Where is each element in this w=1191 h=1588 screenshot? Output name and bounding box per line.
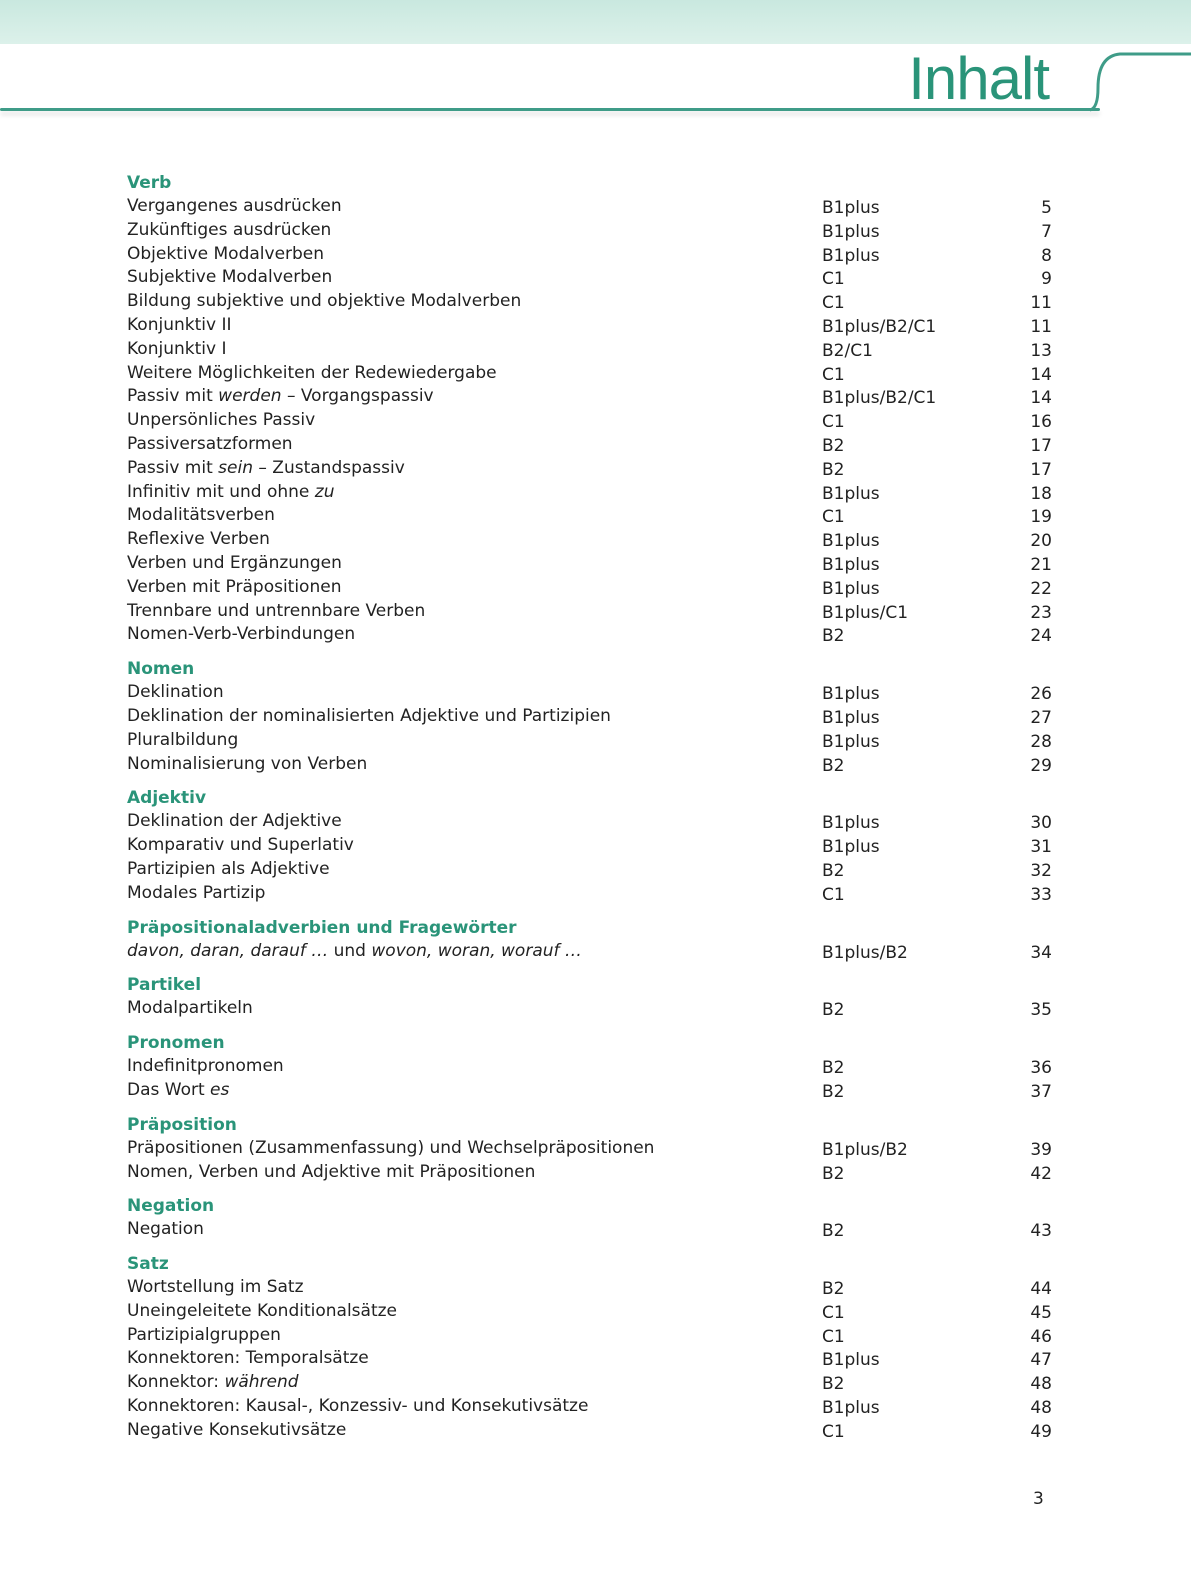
entry-title bbox=[127, 681, 822, 705]
entry-title-segment: Nomen, Verben und Adjektive mit Präpositionen bbox=[127, 1161, 536, 1182]
entry-page: 21 bbox=[1030, 554, 1052, 575]
entry-page: 28 bbox=[1030, 731, 1052, 752]
entry-title bbox=[127, 552, 822, 576]
entry-title bbox=[127, 433, 822, 457]
entry-title-segment: während bbox=[224, 1372, 299, 1393]
entry-title-segment: Negation bbox=[127, 1219, 204, 1240]
entry-page: 5 bbox=[1041, 198, 1052, 218]
entry-title bbox=[127, 1371, 822, 1395]
entry-title-segment: Modalpartikeln bbox=[127, 998, 253, 1019]
entry-level: C1 bbox=[822, 269, 845, 290]
entry-level: B1plus/B2/C1 bbox=[822, 316, 937, 337]
entry-title bbox=[127, 504, 822, 528]
toc-entry bbox=[127, 219, 1052, 243]
section-heading: Nomen bbox=[127, 659, 195, 680]
entry-title-segment: Objektive Modalverben bbox=[127, 243, 325, 264]
entry-title bbox=[127, 1055, 822, 1079]
entry-title-segment: wovon, woran, worauf … bbox=[371, 940, 582, 961]
section-heading: Satz bbox=[127, 1254, 169, 1275]
entry-level: C1 bbox=[822, 507, 845, 528]
entry-title bbox=[127, 858, 822, 882]
entry-level: B1plus bbox=[822, 483, 880, 504]
entry-level: C1 bbox=[822, 884, 845, 905]
entry-level: B1plus bbox=[822, 731, 880, 752]
entry-title-segment: und bbox=[328, 940, 372, 961]
entry-title bbox=[127, 997, 822, 1021]
entry-title bbox=[127, 1079, 822, 1103]
entry-title-segment: Nominalisierung von Verben bbox=[127, 753, 368, 774]
toc-entry bbox=[127, 858, 1052, 882]
toc-entry bbox=[127, 481, 1052, 505]
toc-entry bbox=[127, 409, 1052, 433]
entry-title-segment: Das Wort bbox=[127, 1079, 211, 1100]
entry-page: 49 bbox=[1030, 1421, 1052, 1442]
entry-level: B1plus bbox=[822, 554, 880, 575]
entry-title-segment: Passiv mit bbox=[127, 386, 219, 407]
entry-title-segment: – Zustandspassiv bbox=[253, 457, 405, 478]
toc-entry bbox=[127, 1347, 1052, 1371]
entry-title bbox=[127, 1347, 822, 1371]
toc-entry bbox=[127, 1371, 1052, 1395]
entry-level: B1plus bbox=[822, 707, 880, 728]
entry-page: 33 bbox=[1030, 884, 1052, 905]
entry-page: 48 bbox=[1030, 1398, 1052, 1419]
entry-level: B2 bbox=[822, 1374, 845, 1395]
entry-page: 13 bbox=[1030, 340, 1052, 361]
entry-title-segment: Nomen-Verb-Verbindungen bbox=[127, 624, 356, 645]
toc-section bbox=[127, 916, 1052, 964]
entry-page: 17 bbox=[1030, 435, 1052, 456]
entry-page: 16 bbox=[1030, 412, 1052, 433]
header-curve-decoration bbox=[1080, 48, 1191, 114]
toc-entry bbox=[127, 338, 1052, 362]
toc-entry bbox=[127, 1276, 1052, 1300]
entry-title-segment: Vergangenes ausdrücken bbox=[127, 196, 342, 216]
toc-entry bbox=[127, 1300, 1052, 1324]
entry-page: 19 bbox=[1030, 507, 1052, 528]
entry-page: 14 bbox=[1030, 388, 1052, 409]
toc-entry bbox=[127, 362, 1052, 386]
entry-title-segment: Subjektive Modalverben bbox=[127, 267, 333, 288]
entry-title bbox=[127, 528, 822, 552]
entry-page: 48 bbox=[1030, 1374, 1052, 1395]
entry-level: C1 bbox=[822, 293, 845, 314]
entry-title-segment: Modales Partizip bbox=[127, 882, 266, 903]
section-heading: Pronomen bbox=[127, 1033, 225, 1054]
entry-level: B1plus bbox=[822, 684, 880, 705]
entry-level: B1plus bbox=[822, 245, 880, 266]
entry-title bbox=[127, 623, 822, 647]
entry-title-segment: Verben mit Präpositionen bbox=[127, 576, 342, 597]
entry-level: B2 bbox=[822, 860, 845, 881]
entry-title bbox=[127, 290, 822, 314]
entry-level: B2 bbox=[822, 1279, 845, 1300]
toc-entry bbox=[127, 457, 1052, 481]
section-heading: Verb bbox=[127, 173, 172, 193]
entry-level: C1 bbox=[822, 1302, 845, 1323]
entry-title bbox=[127, 940, 822, 964]
toc-entry bbox=[127, 729, 1052, 753]
entry-level: B2 bbox=[822, 1081, 845, 1102]
toc-entry bbox=[127, 243, 1052, 267]
toc-entry bbox=[127, 266, 1052, 290]
entry-page: 39 bbox=[1030, 1139, 1052, 1160]
entry-title bbox=[127, 705, 822, 729]
entry-title bbox=[127, 481, 822, 505]
toc-entry bbox=[127, 1324, 1052, 1348]
toc-entry bbox=[127, 834, 1052, 858]
toc-entry bbox=[127, 1161, 1052, 1185]
toc-section bbox=[127, 1194, 1052, 1242]
entry-title bbox=[127, 219, 822, 243]
entry-title-segment: Deklination der nominalisierten Adjektive und Partizipien bbox=[127, 705, 611, 726]
section-heading: Negation bbox=[127, 1196, 215, 1217]
entry-level: C1 bbox=[822, 364, 845, 385]
toc-section bbox=[127, 171, 1052, 647]
entry-page: 17 bbox=[1030, 459, 1052, 480]
entry-level: B2 bbox=[822, 626, 845, 647]
entry-page: 29 bbox=[1030, 755, 1052, 776]
entry-title-segment: Partizipien als Adjektive bbox=[127, 858, 330, 879]
toc-section bbox=[127, 973, 1052, 1021]
toc-entry bbox=[127, 1055, 1052, 1079]
toc-section bbox=[127, 1252, 1052, 1443]
entry-page: 47 bbox=[1030, 1350, 1052, 1371]
entry-title bbox=[127, 1324, 822, 1348]
toc-section bbox=[127, 1113, 1052, 1185]
entry-title bbox=[127, 1161, 822, 1185]
entry-title-segment: Komparativ und Superlativ bbox=[127, 835, 354, 856]
entry-title-segment: Trennbare und untrennbare Verben bbox=[127, 600, 426, 621]
entry-title bbox=[127, 457, 822, 481]
entry-level: B1plus/B2 bbox=[822, 1139, 908, 1160]
entry-title-segment: Wortstellung im Satz bbox=[127, 1277, 304, 1298]
entry-level: B1plus bbox=[822, 578, 880, 599]
entry-page: 35 bbox=[1030, 1000, 1052, 1021]
entry-title-segment: zu bbox=[314, 481, 335, 502]
entry-page: 46 bbox=[1030, 1326, 1052, 1347]
entry-level: B1plus/B2/C1 bbox=[822, 388, 937, 409]
entry-title-segment: Verben und Ergänzungen bbox=[127, 552, 342, 573]
entry-title-segment: Weitere Möglichkeiten der Redewiedergabe bbox=[127, 362, 497, 383]
entry-title-segment: Deklination der Adjektive bbox=[127, 811, 342, 832]
entry-title bbox=[127, 243, 822, 267]
entry-title bbox=[127, 882, 822, 906]
entry-page: 32 bbox=[1030, 860, 1052, 881]
entry-title-segment: Konnektor: bbox=[127, 1372, 225, 1393]
toc-section bbox=[127, 786, 1052, 905]
entry-page: 24 bbox=[1030, 626, 1052, 647]
entry-title bbox=[127, 266, 822, 290]
entry-title bbox=[127, 195, 822, 219]
entry-level: B2 bbox=[822, 435, 845, 456]
toc-entry bbox=[127, 1419, 1052, 1443]
header-band bbox=[0, 0, 1191, 44]
entry-title-segment: davon, daran, darauf … bbox=[127, 940, 329, 961]
entry-page: 9 bbox=[1041, 269, 1052, 290]
entry-title bbox=[127, 385, 822, 409]
entry-level: B2 bbox=[822, 1163, 845, 1184]
entry-title-segment: Konnektoren: Temporalsätze bbox=[127, 1348, 369, 1369]
entry-page: 18 bbox=[1030, 483, 1052, 504]
entry-level: B1plus bbox=[822, 531, 880, 552]
entry-level: B1plus bbox=[822, 837, 880, 858]
section-heading: Partikel bbox=[127, 975, 202, 996]
entry-title bbox=[127, 314, 822, 338]
toc-entry bbox=[127, 290, 1052, 314]
table-of-contents bbox=[127, 171, 1052, 1453]
section-heading: Präposition bbox=[127, 1114, 237, 1135]
entry-level: B1plus bbox=[822, 813, 880, 834]
entry-title-segment: sein bbox=[218, 457, 253, 478]
entry-page: 31 bbox=[1030, 837, 1052, 858]
entry-page: 11 bbox=[1030, 293, 1052, 314]
entry-page: 14 bbox=[1030, 364, 1052, 385]
entry-title bbox=[127, 810, 822, 834]
entry-title bbox=[127, 576, 822, 600]
entry-title-segment: es bbox=[210, 1079, 230, 1100]
entry-title-segment: Unpersönliches Passiv bbox=[127, 410, 316, 431]
entry-level: B1plus bbox=[822, 198, 880, 218]
entry-title bbox=[127, 338, 822, 362]
section-heading: Präpositionaladverbien und Fragewörter bbox=[127, 917, 517, 938]
toc-entry bbox=[127, 810, 1052, 834]
entry-page: 43 bbox=[1030, 1221, 1052, 1242]
toc-entry bbox=[127, 705, 1052, 729]
entry-title-segment: Konjunktiv I bbox=[127, 338, 227, 359]
entry-page: 7 bbox=[1041, 221, 1052, 242]
entry-page: 22 bbox=[1030, 578, 1052, 599]
entry-page: 8 bbox=[1041, 245, 1052, 266]
toc-entry bbox=[127, 882, 1052, 906]
entry-title-segment: Modalitätsverben bbox=[127, 505, 275, 526]
entry-level: B2 bbox=[822, 755, 845, 776]
toc-entry bbox=[127, 940, 1052, 964]
toc-entry bbox=[127, 195, 1052, 219]
entry-page: 20 bbox=[1030, 531, 1052, 552]
entry-title-segment: Bildung subjektive und objektive Modalverben bbox=[127, 291, 522, 312]
entry-title bbox=[127, 729, 822, 753]
entry-page: 30 bbox=[1030, 813, 1052, 834]
entry-title-segment: Passiv mit bbox=[127, 457, 219, 478]
entry-title-segment: Negative Konsekutivsätze bbox=[127, 1419, 347, 1440]
toc-entry bbox=[127, 576, 1052, 600]
entry-level: C1 bbox=[822, 1421, 845, 1442]
entry-title-segment: Reflexive Verben bbox=[127, 529, 270, 550]
entry-level: B2/C1 bbox=[822, 340, 873, 361]
entry-page: 36 bbox=[1030, 1058, 1052, 1079]
toc-entry bbox=[127, 433, 1052, 457]
entry-title-segment: werden bbox=[218, 386, 282, 407]
entry-page: 37 bbox=[1030, 1081, 1052, 1102]
entry-page: 44 bbox=[1030, 1279, 1052, 1300]
page-title: Inhalt bbox=[908, 45, 1049, 112]
entry-level: B1plus bbox=[822, 1398, 880, 1419]
entry-title-segment: – Vorgangspassiv bbox=[281, 386, 434, 407]
toc-entry bbox=[127, 623, 1052, 647]
entry-level: B2 bbox=[822, 1000, 845, 1021]
entry-level: B2 bbox=[822, 459, 845, 480]
toc-entry bbox=[127, 385, 1052, 409]
entry-page: 34 bbox=[1030, 942, 1052, 963]
toc-entry bbox=[127, 600, 1052, 624]
entry-title-segment: Präpositionen (Zusammenfassung) und Wechselpräpositionen bbox=[127, 1137, 655, 1158]
entry-title bbox=[127, 600, 822, 624]
entry-level: B1plus bbox=[822, 1350, 880, 1371]
entry-level: B2 bbox=[822, 1221, 845, 1242]
entry-title bbox=[127, 1395, 822, 1419]
toc-entry bbox=[127, 504, 1052, 528]
entry-title-segment: Pluralbildung bbox=[127, 729, 239, 750]
toc-entry bbox=[127, 1137, 1052, 1161]
toc-section bbox=[127, 657, 1052, 776]
page-number: 3 bbox=[1033, 1489, 1044, 1509]
entry-title-segment: Deklination bbox=[127, 682, 224, 703]
entry-title-segment: Konjunktiv II bbox=[127, 314, 232, 335]
entry-page: 26 bbox=[1030, 684, 1052, 705]
entry-title-segment: Passiversatzformen bbox=[127, 433, 293, 454]
entry-title-segment: Uneingeleitete Konditionalsätze bbox=[127, 1300, 397, 1321]
entry-title-segment: Indefinitpronomen bbox=[127, 1056, 284, 1077]
entry-level: B1plus/B2 bbox=[822, 942, 908, 963]
entry-level: B1plus bbox=[822, 221, 880, 242]
toc-entry bbox=[127, 997, 1052, 1021]
entry-title bbox=[127, 1419, 822, 1443]
section-heading: Adjektiv bbox=[127, 788, 207, 809]
entry-page: 45 bbox=[1030, 1302, 1052, 1323]
toc-entry bbox=[127, 528, 1052, 552]
entry-title bbox=[127, 409, 822, 433]
entry-level: B1plus/C1 bbox=[822, 602, 909, 623]
entry-title bbox=[127, 1276, 822, 1300]
entry-page: 27 bbox=[1030, 707, 1052, 728]
entry-title bbox=[127, 753, 822, 777]
entry-title bbox=[127, 1300, 822, 1324]
entry-title bbox=[127, 1218, 822, 1242]
toc-entry bbox=[127, 314, 1052, 338]
toc-entry bbox=[127, 1395, 1052, 1419]
entry-page: 23 bbox=[1030, 602, 1052, 623]
entry-title-segment: Partizipialgruppen bbox=[127, 1324, 281, 1345]
toc-entry bbox=[127, 552, 1052, 576]
toc-entry bbox=[127, 1079, 1052, 1103]
entry-title-segment: Infinitiv mit und ohne bbox=[127, 481, 315, 502]
entry-title bbox=[127, 834, 822, 858]
toc-entry bbox=[127, 1218, 1052, 1242]
toc-entry bbox=[127, 753, 1052, 777]
entry-page: 11 bbox=[1030, 316, 1052, 337]
entry-level: C1 bbox=[822, 1326, 845, 1347]
entry-title bbox=[127, 1137, 822, 1161]
entry-level: B2 bbox=[822, 1058, 845, 1079]
toc-entry bbox=[127, 681, 1052, 705]
entry-level: C1 bbox=[822, 412, 845, 433]
toc-section bbox=[127, 1031, 1052, 1103]
entry-page: 42 bbox=[1030, 1163, 1052, 1184]
entry-title-segment: Konnektoren: Kausal-, Konzessiv- und Konsekutivsätze bbox=[127, 1396, 589, 1417]
entry-title-segment: Zukünftiges ausdrücken bbox=[127, 219, 332, 240]
entry-title bbox=[127, 362, 822, 386]
